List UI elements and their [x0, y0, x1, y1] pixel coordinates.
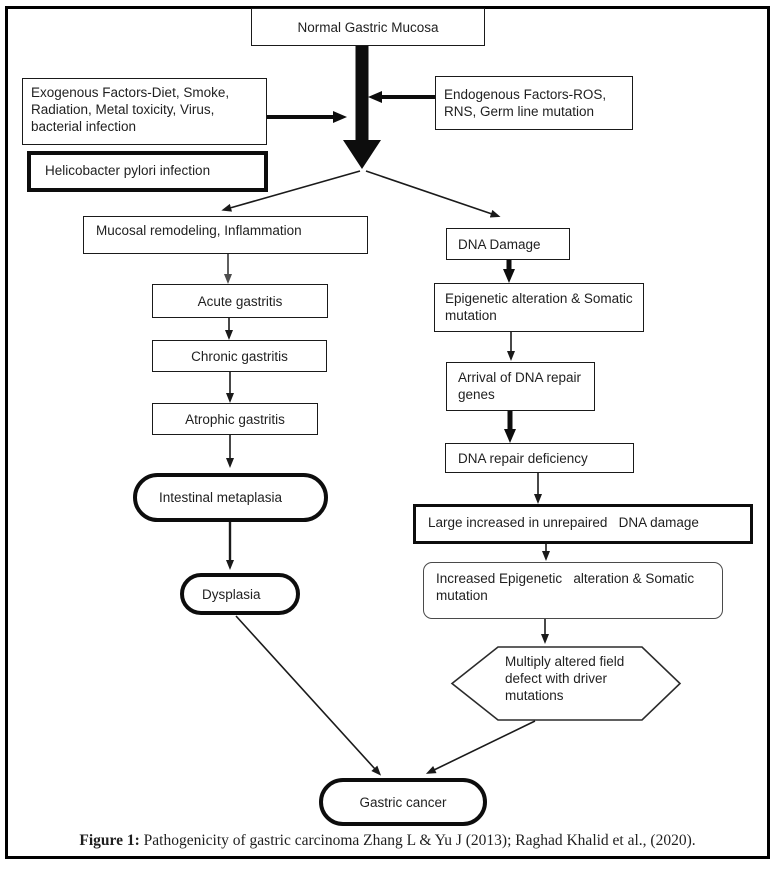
figure-caption-prefix: Figure 1: [79, 832, 140, 849]
node-acute-gastritis: Acute gastritis [152, 284, 328, 318]
node-large-unrepaired-damage: Large increased in unrepaired DNA damage [413, 504, 753, 544]
node-exogenous-factors: Exogenous Factors-Diet, Smoke, Radiation, Metal toxicity, Virus, bacterial infection [22, 78, 267, 145]
node-dna-repair-deficiency: DNA repair deficiency [445, 443, 634, 473]
node-atrophic-gastritis: Atrophic gastritis [152, 403, 318, 435]
node-dna-damage: DNA Damage [446, 228, 570, 260]
node-endogenous-factors: Endogenous Factors-ROS, RNS, Germ line mutation [435, 76, 633, 130]
node-helicobacter-pylori: Helicobacter pylori infection [27, 151, 268, 192]
node-intestinal-metaplasia: Intestinal metaplasia [133, 473, 328, 522]
node-epigenetic-alteration: Epigenetic alteration & Somatic mutation [434, 283, 644, 332]
figure-caption-text: Pathogenicity of gastric carcinoma Zhang L & Yu J (2013); Raghad Khalid et al., (2020). [139, 832, 696, 849]
node-arrival-dna-repair: Arrival of DNA repair genes [446, 362, 595, 411]
node-mucosal-remodeling: Mucosal remodeling, Inflammation [83, 216, 368, 254]
node-increased-epigenetic: Increased Epigenetic alteration & Somatic mutation [423, 562, 723, 619]
figure-caption [5, 831, 770, 851]
node-multiply-altered-field-label: Multiply altered field defect with driver mutations [505, 654, 625, 703]
node-gastric-cancer: Gastric cancer [319, 778, 487, 826]
node-chronic-gastritis: Chronic gastritis [152, 340, 327, 372]
node-dysplasia: Dysplasia [180, 573, 300, 615]
node-normal-gastric-mucosa: Normal Gastric Mucosa [251, 8, 485, 46]
